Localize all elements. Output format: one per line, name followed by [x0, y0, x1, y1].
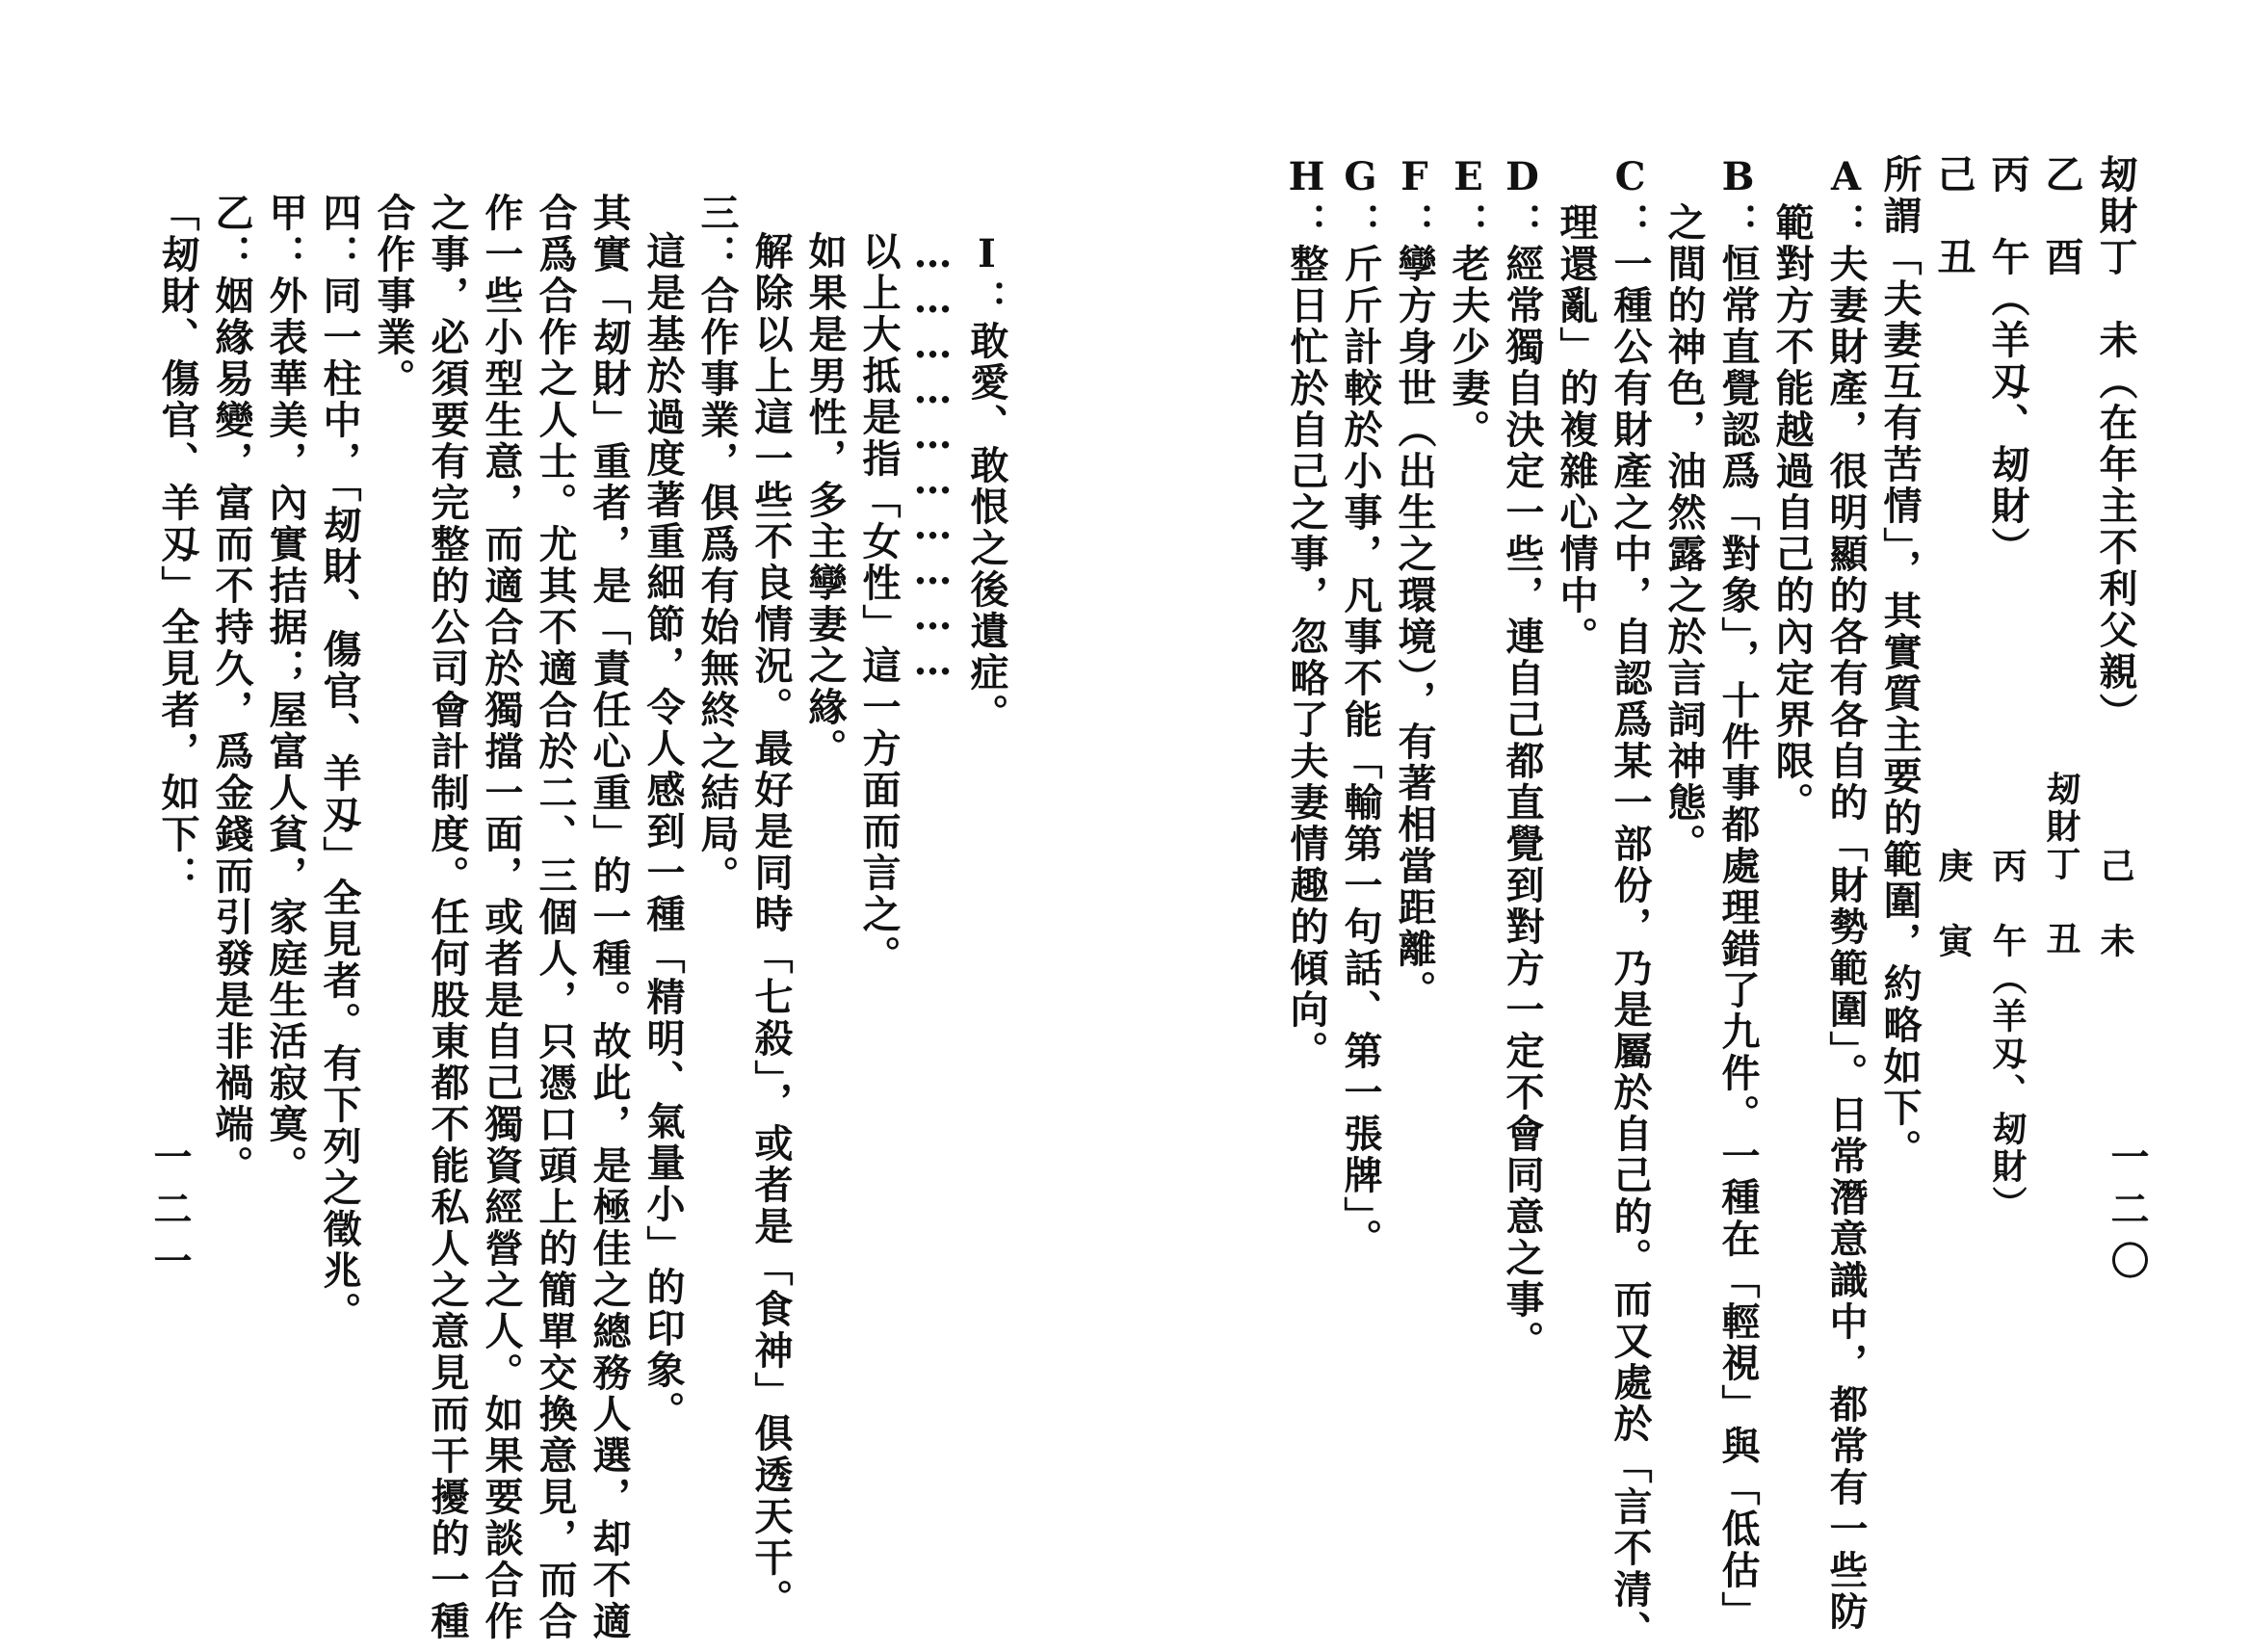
right-chart-col-4: 庚 寅 — [1933, 848, 1974, 960]
right-col-14: F：孿方身世（出生之環境），有著相當距離。 — [1392, 154, 1437, 1011]
right-col-1: 刼財丁 未（在年主不利父親） — [2093, 154, 2138, 734]
left-col-5: 解除以上這一些不良情況。最好是同時「七殺」，或者是「食神」俱透天干。 — [748, 231, 794, 1620]
left-col-12: 合作事業。 — [371, 193, 416, 400]
right-col-13: E：老夫少妻。 — [1446, 154, 1491, 451]
right-col-4: 己 丑 — [1931, 154, 1976, 278]
right-col-9: 之間的神色，油然露之於言詞神態。 — [1661, 202, 1707, 865]
right-col-10: C：一種公有財產之中，自認爲某一部份，乃是屬於自己的。而又處於「言不清、 — [1608, 154, 1653, 1652]
right-col-2: 乙 酉 — [2039, 154, 2084, 278]
left-col-9: 合爲合作之人士。尤其不適合於二、三個人，只憑口頭上的簡單交換意見，而合 — [533, 193, 578, 1642]
page-number-right: 一二〇 — [2105, 1137, 2150, 1293]
left-col-11: 之事，必須要有完整的公司會計制度。任何股東都不能私人之意見而干擾的一種 — [425, 193, 470, 1642]
right-col-3: 丙 午（羊刄、刼財） — [1985, 154, 2030, 568]
right-col-7: 範對方不能越過自己的內定界限。 — [1769, 202, 1815, 824]
left-col-13: 四：同一柱中，「刼財、傷官、羊刄」全見者。有下列之徵兆。 — [317, 193, 362, 1333]
left-col-2-dots: ………………………… — [910, 231, 955, 684]
right-col-5: 所謂「夫妻互有苦情」，其實質主要的範圍，約略如下。 — [1877, 154, 1923, 1170]
left-col-3: 以上大抵是指「女性」這一方面而言之。 — [856, 231, 902, 977]
right-col-6: A：夫妻財產，很明顯的各有各自的「財勢範圍」。日常潛意識中，都常有一些防 — [1823, 154, 1869, 1633]
right-col-11: 理還亂」的複雜心情中。 — [1554, 202, 1599, 658]
right-col-15: G：斤斤計較於小事，凡事不能「輸第一句話、第一張牌」。 — [1338, 154, 1383, 1260]
right-col-16: H：整日忙於自己之事，忽略了夫妻情趣的傾向。 — [1284, 154, 1329, 1072]
left-col-1: I：敢愛、敢恨之後遺症。 — [964, 231, 1009, 735]
left-col-4: 如果是男性，多主孿妻之緣。 — [802, 231, 848, 770]
right-chart-col-1: 己 未 — [2095, 848, 2135, 960]
left-col-14: 甲：外表華美，內實拮据；屋富人貧，家庭生活寂寞。 — [263, 193, 308, 1187]
left-col-15: 乙：姻緣易變，富而不持久，爲金錢而引發是非禍端。 — [209, 193, 254, 1187]
left-col-16: 「刼財、傷官、羊刄」全見者，如下： — [155, 193, 200, 897]
left-page — [0, 0, 1125, 1642]
right-col-12: D：經常獨自決定一些，連自己都直覺到對方一定不會同意之事。 — [1500, 154, 1545, 1362]
right-col-8: B：恒常直覺認爲「對象」，十件事都處理錯了九件。一種在「輕視」與「低估」 — [1715, 154, 1761, 1633]
left-col-10: 作一些小型生意，而適合於獨擋一面，或者是自己獨資經營之人。如果要談合作 — [479, 193, 524, 1642]
left-col-8: 其實「刼財」重者，是「責任心重」的一種。故此，是極佳之總務人選，却不適 — [587, 193, 632, 1642]
page-number-left: 一二一 — [147, 1137, 193, 1293]
left-col-7: 這是基於過度著重細節，令人感到一種「精明、氣量小」的印象。 — [641, 231, 686, 1432]
right-chart-col-2: 刼財丁 丑 — [2041, 771, 2081, 958]
right-page — [1125, 0, 2250, 1652]
right-chart-col-3: 丙 午（羊刄、刼財） — [1987, 848, 2028, 1223]
left-col-6: 三：合作事業，俱爲有始無終之結局。 — [694, 193, 740, 897]
